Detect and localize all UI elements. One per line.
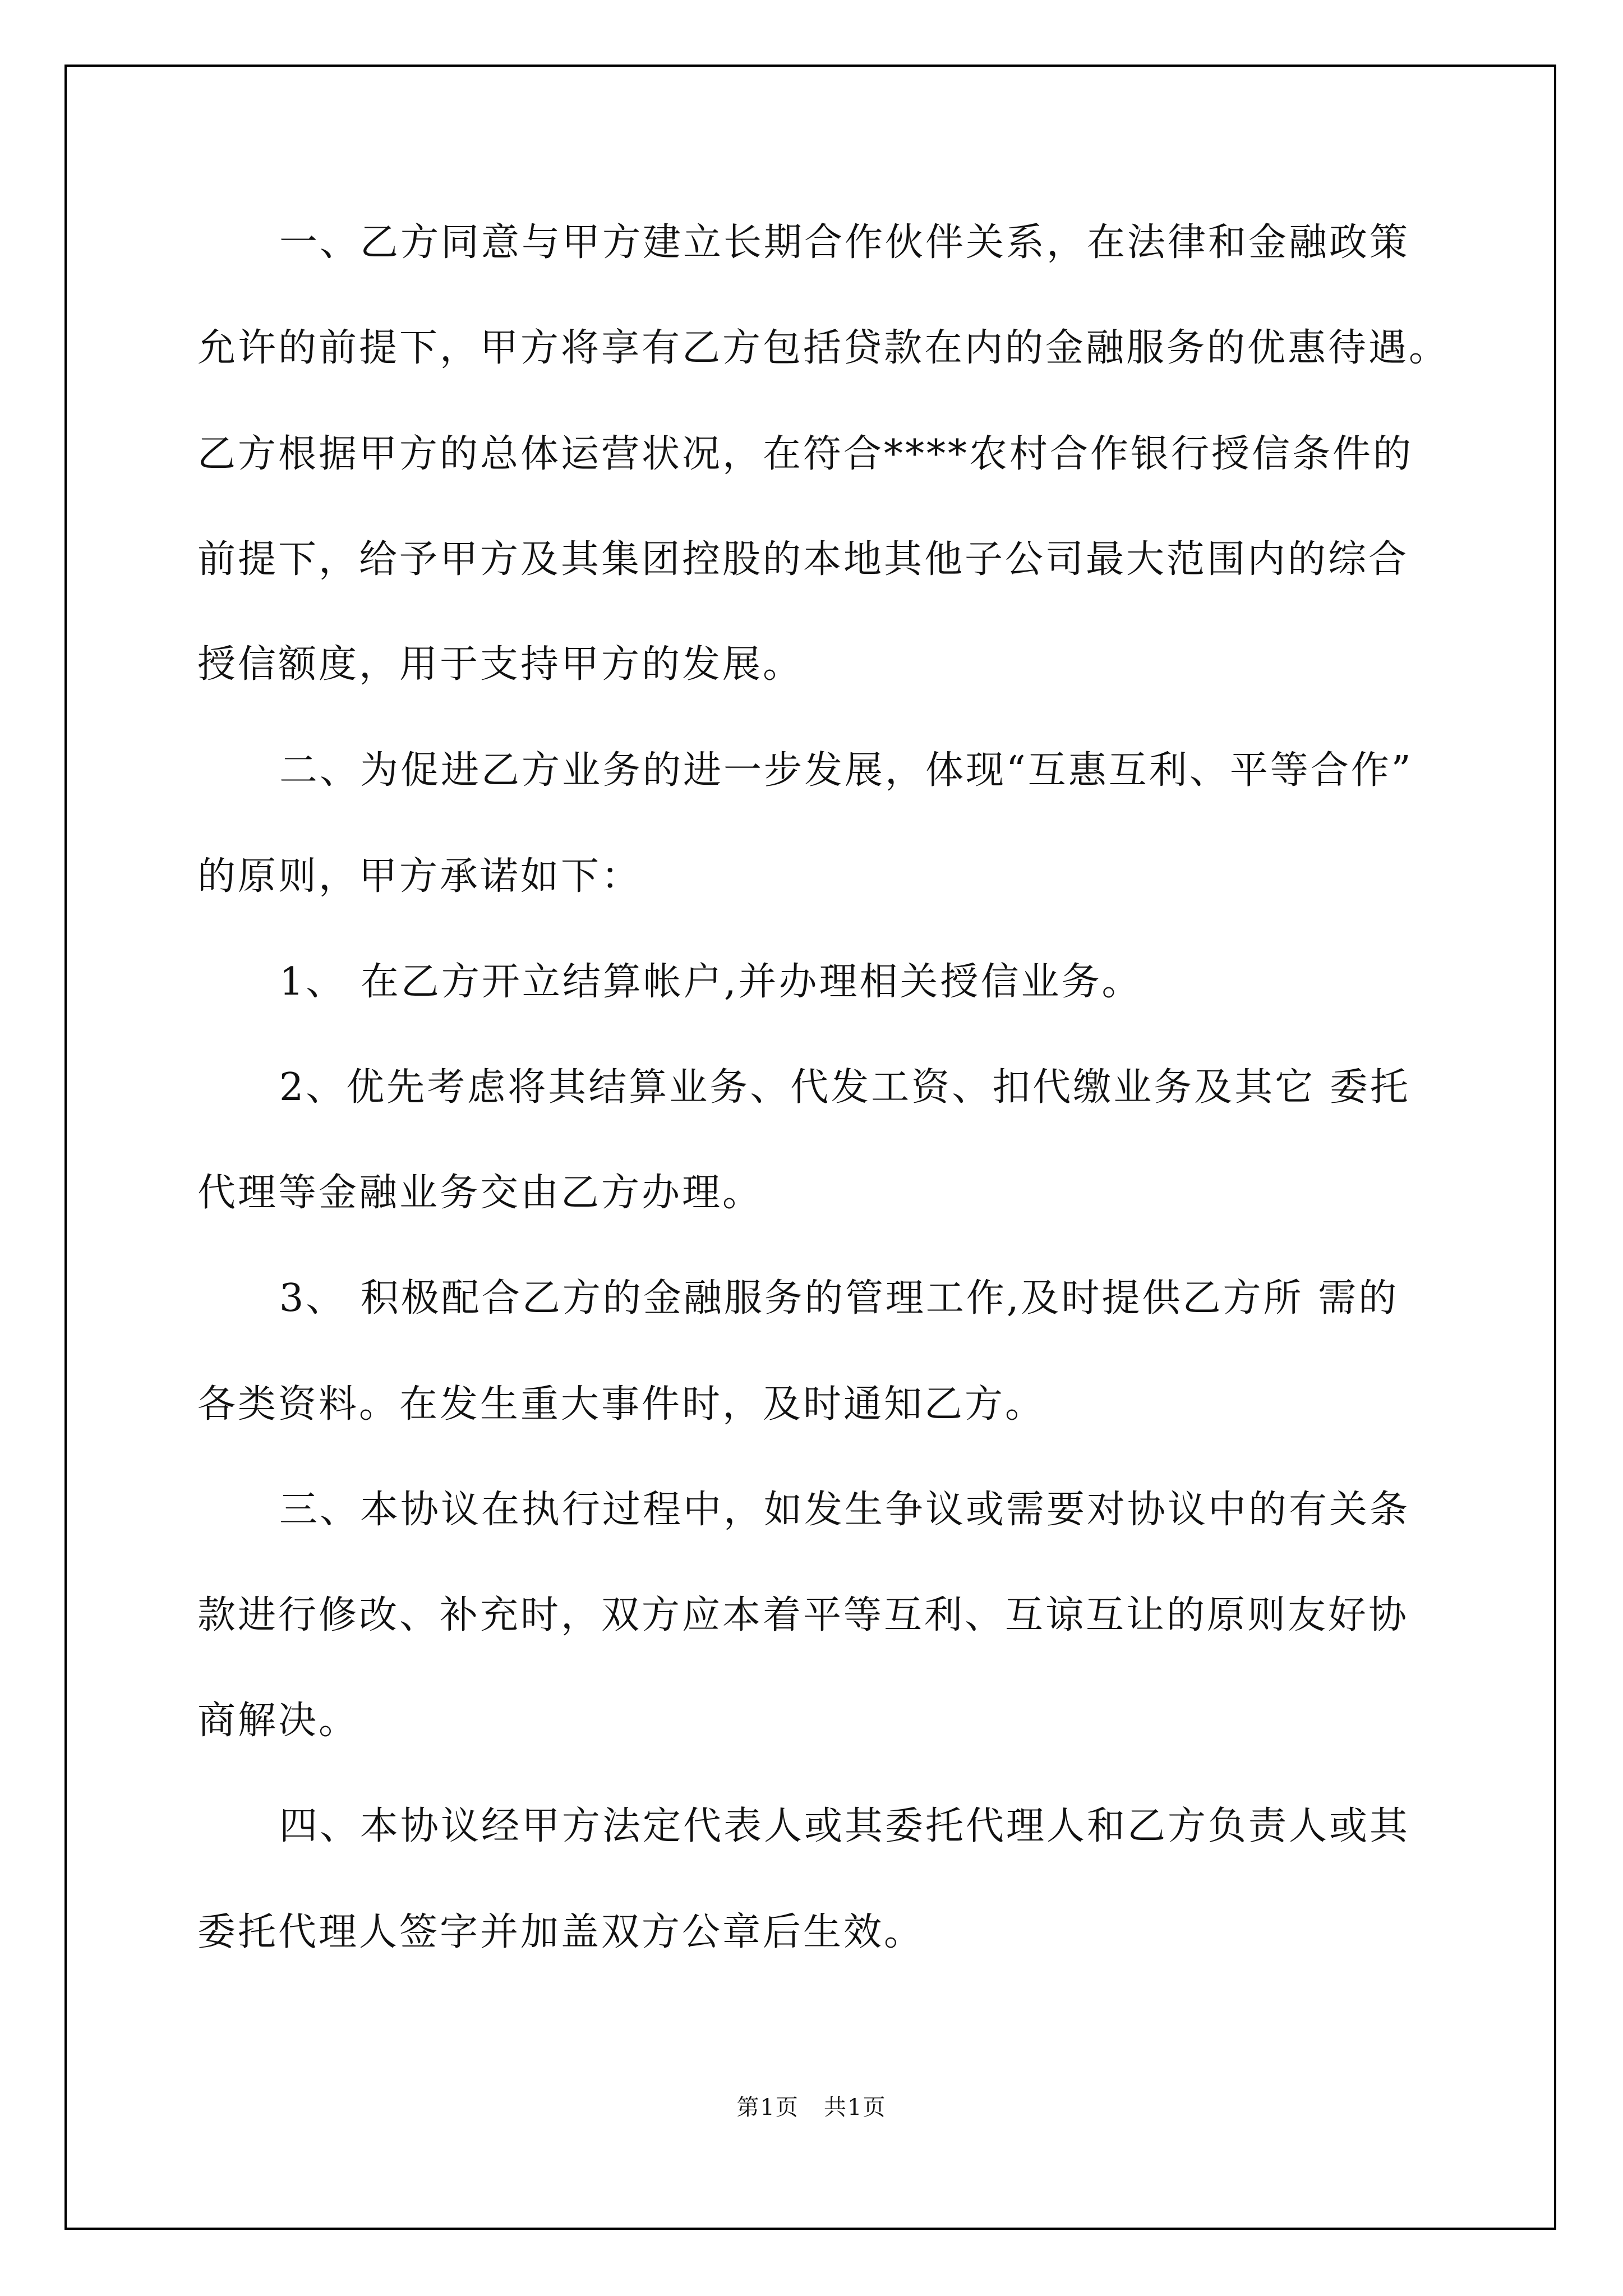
- paragraph-line: 允许的前提下，甲方将享有乙方包括贷款在内的金融服务的优惠待遇。: [197, 326, 1450, 370]
- paragraph-line: 二、为促进乙方业务的进一步发展，体现“互惠互利、平等合作”: [279, 748, 1413, 793]
- paragraph-line: 四、本协议经甲方法定代表人或其委托代理人和乙方负责人或其: [279, 1804, 1410, 1848]
- paragraph-line: 委托代理人签字并加盖双方公章后生效。: [197, 1910, 925, 1954]
- paragraph-line: 乙方根据甲方的总体运营状况，在符合****农村合作银行授信条件的: [197, 432, 1414, 476]
- paragraph-line: 3、 积极配合乙方的金融服务的管理工作,及时提供乙方所 需的: [279, 1276, 1399, 1320]
- paragraph-line: 1、 在乙方开立结算帐户,并办理相关授信业务。: [279, 960, 1142, 1004]
- paragraph-line: 代理等金融业务交由乙方办理。: [197, 1171, 763, 1215]
- page-frame: [64, 65, 1556, 2230]
- paragraph-line: 的原则，甲方承诺如下：: [197, 854, 642, 899]
- paragraph-line: 款进行修改、补充时，双方应本着平等互利、互谅互让的原则友好协: [197, 1593, 1409, 1637]
- paragraph-line: 前提下，给予甲方及其集团控股的本地其他子公司最大范围内的综合: [197, 537, 1409, 582]
- paragraph-line: 三、本协议在执行过程中，如发生争议或需要对协议中的有关条: [279, 1488, 1410, 1532]
- paragraph-line: 商解决。: [197, 1699, 359, 1743]
- paragraph-line: 一、乙方同意与甲方建立长期合作伙伴关系，在法律和金融政策: [279, 220, 1410, 265]
- paragraph-line: 授信额度，用于支持甲方的发展。: [197, 642, 804, 687]
- page-number-footer: 第1页 共1页: [736, 2095, 887, 2120]
- paragraph-line: 各类资料。在发生重大事件时，及时通知乙方。: [197, 1382, 1046, 1427]
- paragraph-line: 2、优先考虑将其结算业务、代发工资、扣代缴业务及其它 委托: [279, 1065, 1410, 1110]
